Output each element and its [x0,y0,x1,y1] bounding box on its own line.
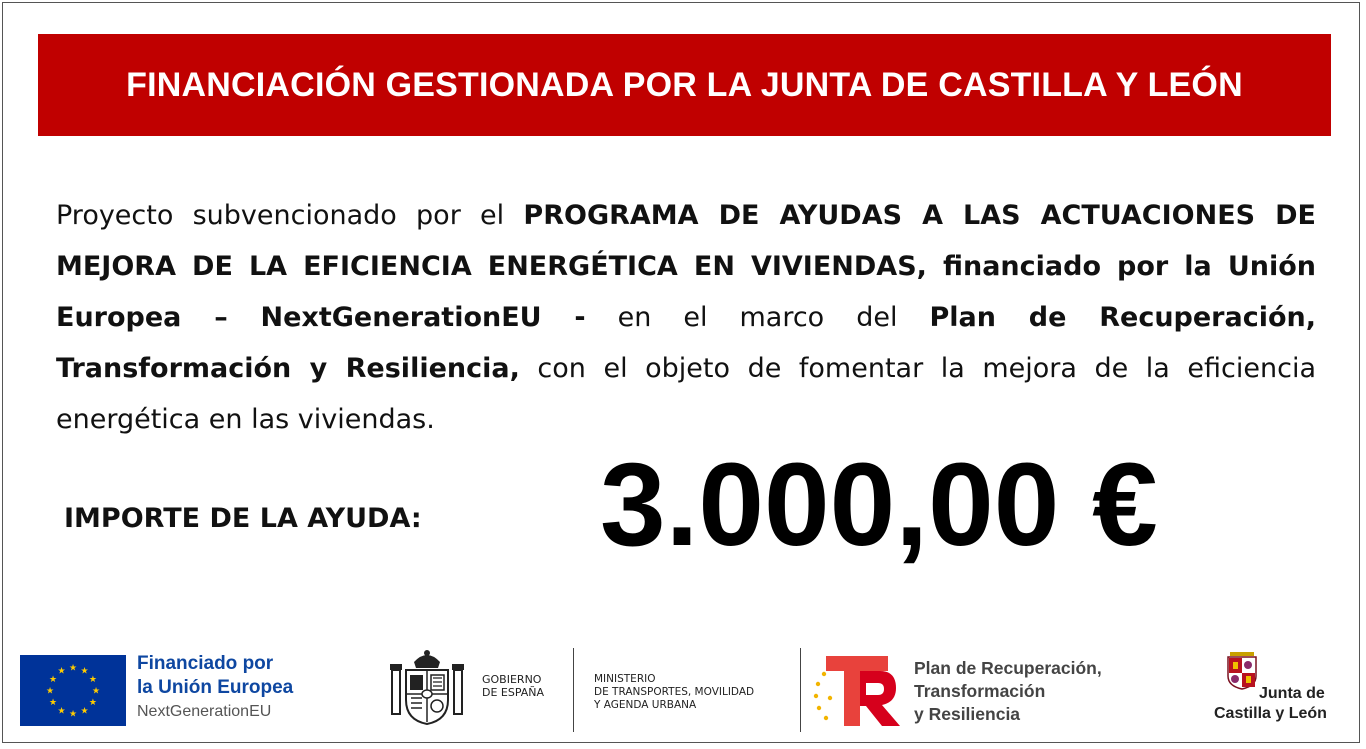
header-banner [38,34,1331,136]
banner-title: FINANCIACIÓN GESTIONADA POR LA JUNTA DE CASTILLA Y LEÓN [126,65,1243,104]
jcyl-text [1214,684,1327,724]
spain-coat-of-arms-icon [388,648,466,728]
eu-star-icon: ★ [57,666,66,677]
description-text-3: con el objeto de fomentar la mejora de la eficiencia energética en las viviendas. [56,353,1317,435]
eu-star-icon: ★ [57,706,66,717]
description-program-name: PROGRAMA DE AYUDAS A LAS ACTUACIONES DE MEJORA DE LA EFICIENCIA ENERGÉTICA EN VIVIENDAS, financiado por la Unión Europea – NextGenerationEU - [56,200,1316,333]
eu-star-icon: ★ [80,666,89,677]
eu-star-icon: ★ [45,686,55,697]
eu-star-icon: ★ [80,706,89,717]
gobierno-line-1: GOBIERNO [482,673,542,686]
amount-value: 3.000,00 € [600,439,1158,571]
ministerio-line-3: Y AGENDA URBANA [594,699,697,711]
tr-logo-icon [810,650,902,730]
jcyl-line-2: Castilla y León [1214,705,1327,722]
ministerio-line-1: MINISTERIO [594,673,656,685]
ministerio-line-2: DE TRANSPORTES, MOVILIDAD [594,686,755,698]
prtr-text [914,657,1102,726]
description-plan-name: Plan de Recuperación, Transformación y Resiliencia, [56,302,1317,384]
amount-label: IMPORTE DE LA AYUDA: [64,503,422,534]
divider [573,648,574,732]
divider [800,648,801,732]
eu-star-icon: ★ [88,675,97,685]
eu-star-icon: ★ [88,698,97,708]
description-text-1: Proyecto subvencionado por el [56,200,524,231]
eu-line-3: NextGenerationEU [137,703,272,720]
description-text-2: en el marco del [585,302,930,333]
gobierno-line-2: DE ESPAÑA [482,686,545,699]
prtr-line-3: y Resiliencia [914,704,1021,724]
prtr-line-1: Plan de Recuperación, [914,658,1102,678]
eu-star-icon: ★ [91,686,101,697]
eu-star-icon: ★ [68,709,78,720]
eu-line-2: la Unión Europea [137,677,294,698]
ministerio-text [594,673,754,712]
jcyl-line-1: Junta de [1259,685,1325,702]
eu-logo-text [137,652,293,724]
eu-star-icon: ★ [49,698,58,708]
eu-flag-icon [20,655,126,726]
description-paragraph [56,190,1316,445]
eu-star-icon: ★ [49,675,58,685]
logo-footer [0,640,1366,740]
eu-line-1: Financiado por [137,653,274,674]
eu-star-icon: ★ [68,663,78,674]
prtr-line-2: Transformación [914,681,1046,701]
gobierno-text [482,673,544,699]
